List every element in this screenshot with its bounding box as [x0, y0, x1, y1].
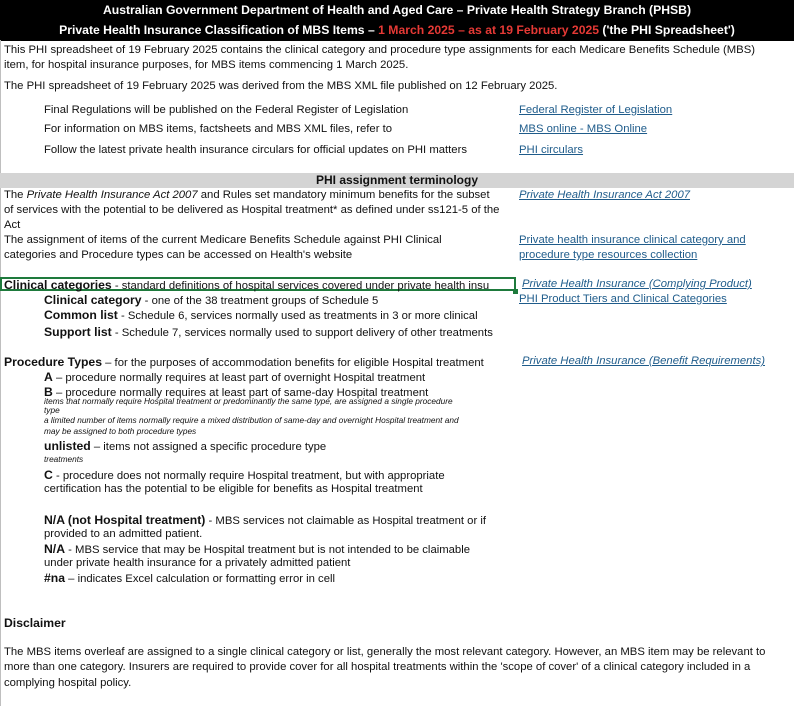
header-line2-suffix: ('the PHI Spreadsheet') — [599, 23, 735, 37]
header-date-1: 1 March 2025 — [378, 23, 455, 37]
disclaimer-title: Disclaimer — [4, 616, 66, 630]
procedure-type-resources-link[interactable]: procedure type resources collection — [519, 249, 698, 261]
clinical-category-term: Clinical category — [44, 293, 142, 307]
header-line1: Australian Government Department of Health and Aged Care – Private Health Strategy Branch (PHSB) — [102, 3, 692, 17]
common-list-desc: - Schedule 6, services normally used as treatments in 3 or more clinical — [117, 310, 478, 322]
procedure-b-desc: – procedure normally requires at least part of same-day Hospital treatment — [52, 387, 429, 399]
procedure-a-term: A — [44, 370, 53, 384]
header-title — [0, 0, 794, 20]
procedure-c-term: C — [44, 468, 53, 482]
mbs-online-link[interactable]: MBS online - MBS Online — [519, 123, 648, 135]
act-name: Private Health Insurance Act 2007 — [26, 189, 198, 201]
na-private-desc-1: - MBS service that may be Hospital treatment but is not intended to be claimable — [65, 544, 471, 556]
header-line2-prefix: Private Health Insurance Classification of MBS Items – — [59, 23, 379, 37]
phi-act-link[interactable]: Private Health Insurance Act 2007 — [519, 189, 691, 201]
act-suffix: and Rules set mandatory minimum benefits for the subset — [197, 189, 490, 201]
unlisted-note: treatments — [44, 454, 84, 464]
na-not-hospital-desc-2: provided to an admitted patient. — [44, 528, 203, 540]
circulars-text: Follow the latest private health insurance circulars for official updates on PHI matters — [44, 144, 467, 156]
hash-na-desc: – indicates Excel calculation or formatting error in cell — [65, 573, 336, 585]
benefit-requirements-link[interactable]: Private Health Insurance (Benefit Requirements) — [522, 355, 765, 367]
complying-product-link[interactable]: Private Health Insurance (Complying Product) — [522, 278, 752, 290]
procedure-note-2b: may be assigned to both procedure types — [44, 426, 197, 436]
phi-circulars-link[interactable]: PHI circulars — [519, 144, 584, 156]
procedure-c-desc-2: certification has the potential to be eligible for benefits as Hospital treatment — [44, 483, 423, 495]
header-subtitle — [0, 20, 794, 41]
na-not-hospital-desc-1: - MBS services not claimable as Hospital treatment or if — [205, 515, 487, 527]
hash-na — [44, 571, 335, 585]
intro-para1-line1: This PHI spreadsheet of 19 February 2025 contains the clinical category and procedure type assignments for each Medicare Benefits Schedule (MBS) — [4, 44, 756, 56]
mbs-info-text: For information on MBS items, factsheets and MBS XML files, refer to — [44, 123, 393, 135]
act-line1 — [4, 189, 490, 201]
procedure-a-desc: – procedure normally requires at least part of overnight Hospital treatment — [52, 372, 426, 384]
procedure-unlisted — [44, 439, 326, 453]
common-list-term: Common list — [44, 308, 118, 322]
clinical-category-resources-link[interactable]: Private health insurance clinical category and — [519, 234, 746, 246]
unlisted-desc: – items not assigned a specific procedure type — [90, 441, 327, 453]
procedure-note-1b: type — [44, 405, 60, 415]
na-not-hospital — [44, 513, 486, 527]
column-gridline — [0, 40, 1, 706]
clinical-category-desc: - one of the 38 treatment groups of Schedule 5 — [141, 295, 379, 307]
clinical-categories-desc: - standard definitions of hospital services covered under private health insu — [111, 280, 490, 292]
header-date-2: as at 19 February 2025 — [468, 23, 600, 37]
act-line3: Act — [4, 219, 21, 231]
procedure-types-row — [4, 355, 484, 369]
terminology-heading: PHI assignment terminology — [0, 173, 794, 188]
federal-register-link[interactable]: Federal Register of Legislation — [519, 104, 673, 116]
support-list-item — [44, 325, 493, 339]
disclaimer-line3: complying hospital policy. — [4, 677, 132, 689]
procedure-c — [44, 468, 445, 482]
header-date-separator: – — [454, 23, 469, 37]
common-list-item — [44, 308, 478, 322]
procedure-c-desc-1: - procedure does not normally require Hospital treatment, but with appropriate — [52, 470, 445, 482]
procedure-types-title: Procedure Types — [4, 355, 102, 369]
na-private-term: N/A — [44, 542, 65, 556]
clinical-categories-row — [4, 278, 514, 292]
assign-line1: The assignment of items of the current Medicare Benefits Schedule against PHI Clinical — [4, 234, 442, 246]
procedure-b-term: B — [44, 385, 53, 399]
intro-para2: The PHI spreadsheet of 19 February 2025 was derived from the MBS XML file published on 12 February 2025. — [4, 80, 558, 92]
support-list-desc: - Schedule 7, services normally used to support delivery of other treatments — [111, 327, 493, 339]
intro-para1-line2: item, for hospital insurance purposes, for MBS items commencing 1 March 2025. — [4, 59, 409, 71]
na-private — [44, 542, 470, 556]
na-not-hospital-term: N/A (not Hospital treatment) — [44, 513, 206, 527]
act-line2: of services with the potential to be delivered as Hospital treatment* as defined under ss121-5 of the — [4, 204, 500, 216]
regulations-text: Final Regulations will be published on the Federal Register of Legislation — [44, 104, 409, 116]
product-tiers-link[interactable]: PHI Product Tiers and Clinical Categories — [519, 293, 727, 305]
procedure-note-2: a limited number of items normally require a mixed distribution of same-day and overnight Hospital treatment and — [44, 415, 459, 425]
unlisted-term: unlisted — [44, 439, 91, 453]
assign-line2: categories and Procedure types can be accessed on Health's website — [4, 249, 353, 261]
na-private-desc-2: under private health insurance for a privately admitted patient — [44, 557, 351, 569]
hash-na-term: #na — [44, 571, 66, 585]
clinical-category-item — [44, 293, 378, 307]
act-prefix: The — [4, 189, 27, 201]
disclaimer-line1: The MBS items overleaf are assigned to a single clinical category or list, generally the most relevant category. However, an MBS item may be relevant to — [4, 646, 766, 658]
clinical-categories-title: Clinical categories — [4, 278, 112, 292]
disclaimer-line2: more than one category. Insurers are required to provide cover for all hospital treatments within the 'scope of cover' of a clinical category included in a — [4, 661, 751, 673]
support-list-term: Support list — [44, 325, 112, 339]
procedure-a — [44, 370, 425, 384]
procedure-types-desc: – for the purposes of accommodation benefits for eligible Hospital treatment — [102, 357, 484, 369]
procedure-note-1: items that normally require Hospital treatment or predominantly the same type, are assigned a single procedure — [44, 396, 453, 406]
